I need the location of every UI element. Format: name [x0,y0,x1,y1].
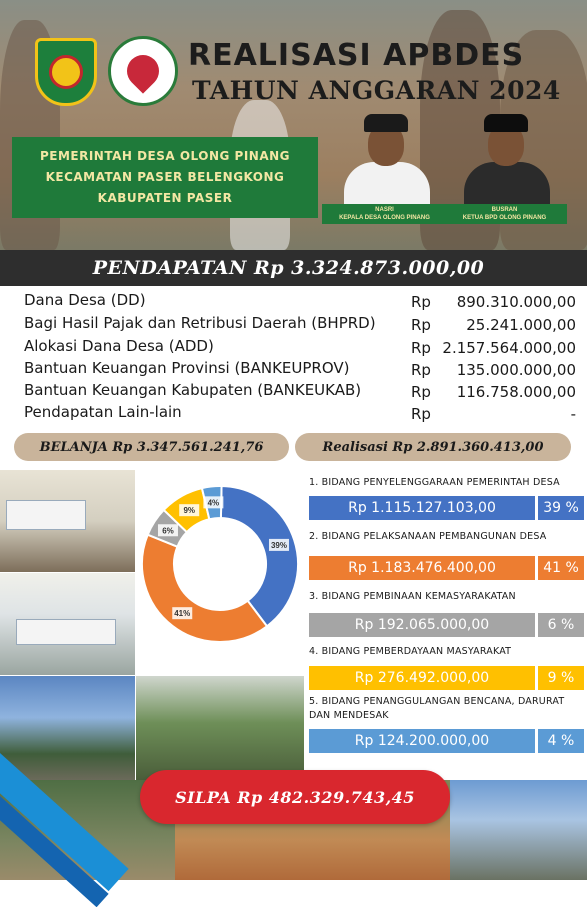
revenue-currency: Rp [411,316,431,334]
bidang-amount-bar [309,556,535,580]
silpa-pill [140,770,450,824]
pendapatan-total: PENDAPATAN Rp 3.324.873.000,00 [92,257,485,279]
bidang-percent: 41 % [543,560,579,576]
bidang-amount: Rp 124.200.000,00 [354,733,490,749]
donut-chart-card [138,470,302,658]
government-box [12,137,318,218]
official-role: KETUA BPD OLONG PINANG [462,215,547,221]
donut-slice [142,535,267,642]
belanja-total: BELANJA Rp 3.347.561.241,76 [39,439,264,455]
bidang-title: 3. BIDANG PEMBINAAN KEMASYARAKATAN [309,591,516,602]
gov-line: KECAMATAN PASER BELENGKONG [45,170,285,184]
gov-line: KABUPATEN PASER [97,191,233,205]
pendapatan-bar [0,250,587,286]
bidang-title: 1. BIDANG PENYELENGGARAAN PEMERINTAH DESA [309,477,560,488]
activity-photo [0,573,135,675]
revenue-label: Pendapatan Lain-lain [24,403,182,421]
revenue-row [24,359,576,381]
activity-photo [450,780,587,880]
revenue-row [24,403,576,425]
revenue-amount: 135.000.000,00 [456,361,576,379]
revenue-amount: 116.758.000,00 [456,383,576,401]
bidang-percent-box [538,496,584,520]
bidang-amount: Rp 192.065.000,00 [354,617,490,633]
bidang-percent-box [538,729,584,753]
revenue-row [24,381,576,403]
bidang-percent-box [538,613,584,637]
belanja-pill [14,433,289,461]
official-caption [442,204,567,224]
bidang-percent: 4 % [547,733,575,749]
revenue-row [24,337,576,359]
bidang-percent-box [538,666,584,690]
bidang-amount: Rp 276.492.000,00 [354,670,490,686]
revenue-label: Bantuan Keuangan Kabupaten (BANKEUKAB) [24,381,362,399]
revenue-currency: Rp [411,405,431,423]
revenue-row [24,291,576,313]
activity-photo [0,470,135,572]
official-caption [322,204,447,224]
donut-data-label: 6% [162,526,174,536]
donut-data-label: 4% [207,498,220,508]
bidang-title: 4. BIDANG PEMBERDAYAAN MASYARAKAT [309,646,512,657]
official-photo [332,110,442,205]
bidang-percent: 39 % [543,500,579,516]
bidang-title: 2. BIDANG PELAKSANAAN PEMBANGUNAN DESA [309,531,547,542]
official-name: NASRI [375,207,394,213]
revenue-row [24,314,576,336]
village-ministry-logo [108,36,178,106]
donut-data-label: 41% [174,609,191,619]
activity-photo [0,676,135,780]
bidang-percent-box [538,556,584,580]
revenue-currency: Rp [411,293,431,311]
donut-slice [221,486,298,626]
bidang-amount: Rp 1.183.476.400,00 [348,560,496,576]
bidang-amount-bar [309,666,535,690]
bidang-amount: Rp 1.115.127.103,00 [348,500,496,516]
bidang-title: 5. BIDANG PENANGGULANGAN BENCANA, DARURAT DAN MENDESAK [309,696,565,721]
revenue-amount: 890.310.000,00 [456,293,576,311]
donut-chart [138,470,302,658]
realisasi-total: Realisasi Rp 2.891.360.413,00 [322,439,544,455]
revenue-currency: Rp [411,383,431,401]
revenue-amount: 25.241.000,00 [466,316,576,334]
revenue-amount: 2.157.564.000,00 [442,339,576,357]
revenue-label: Alokasi Dana Desa (ADD) [24,337,214,355]
official-role: KEPALA DESA OLONG PINANG [339,215,430,221]
donut-data-label: 9% [183,506,196,516]
gov-line: PEMERINTAH DESA OLONG PINANG [39,149,291,163]
bidang-percent: 6 % [547,617,575,633]
bidang-amount-bar [309,496,535,520]
revenue-amount: - [570,405,576,423]
bidang-percent: 9 % [547,670,575,686]
official-name: BUSRAN [491,207,518,213]
bidang-amount-bar [309,729,535,753]
silpa-total: SILPA Rp 482.329.743,45 [175,787,415,807]
page-title: REALISASI APBDES [188,38,525,73]
revenue-label: Bagi Hasil Pajak dan Retribusi Daerah (BHPRD) [24,314,376,332]
realisasi-pill [295,433,571,461]
revenue-label: Bantuan Keuangan Provinsi (BANKEUPROV) [24,359,350,377]
official-photo [452,110,562,205]
revenue-currency: Rp [411,361,431,379]
page-subtitle: TAHUN ANGGARAN 2024 [192,76,561,105]
paser-regency-logo [35,38,97,106]
header-banner [0,0,587,250]
revenue-currency: Rp [411,339,431,357]
bidang-amount-bar [309,613,535,637]
donut-data-label: 39% [270,540,287,550]
revenue-label: Dana Desa (DD) [24,291,146,309]
activity-photo [136,676,304,780]
